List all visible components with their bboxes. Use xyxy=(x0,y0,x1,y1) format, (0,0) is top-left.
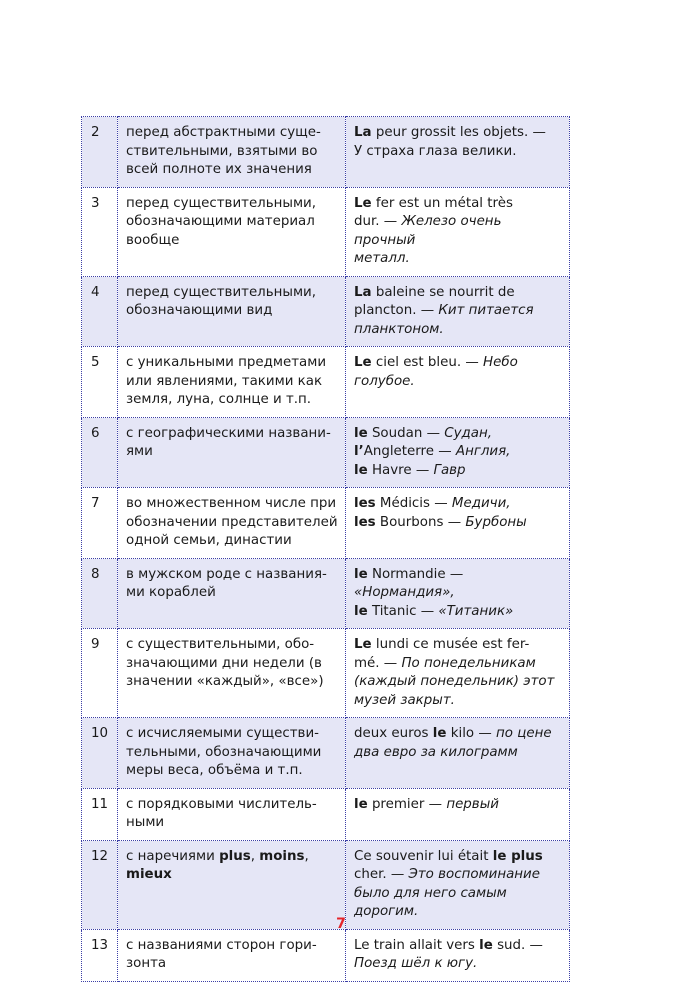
example-cell xyxy=(346,187,570,276)
plain-text: deux euros xyxy=(354,726,433,741)
text-line: с уникальными предметами xyxy=(126,355,327,370)
bold-text: le plus xyxy=(492,848,543,864)
plain-text: fer est un métal très xyxy=(375,195,513,211)
example-cell xyxy=(346,558,570,629)
text-line: с названиями сторон гори- xyxy=(126,937,317,953)
text-line xyxy=(354,250,563,269)
page-number: 7 xyxy=(336,916,346,932)
bold-text: l’ xyxy=(354,444,364,459)
bold-text: le xyxy=(354,425,368,441)
text-line xyxy=(354,124,563,143)
example-cell xyxy=(346,117,570,188)
italic-translation: два евро за килограмм xyxy=(354,744,518,760)
bold-text: le xyxy=(432,726,447,741)
text-line: с географическими названи- xyxy=(126,425,331,441)
text-line: зонта xyxy=(126,956,167,971)
example-cell xyxy=(346,629,570,718)
plain-text: dur. — xyxy=(354,214,402,229)
text-line xyxy=(354,302,563,321)
bold-text: mieux xyxy=(126,867,172,882)
italic-translation: по цене xyxy=(496,726,552,741)
text-line xyxy=(354,495,563,514)
plain-text: Soudan — xyxy=(371,425,445,441)
usage-cell xyxy=(118,718,346,789)
text-line: с порядковыми числитель- xyxy=(126,796,317,812)
text-line: меры веса, объёма и т.п. xyxy=(126,763,303,778)
text-line: ями xyxy=(126,444,153,459)
usage-cell xyxy=(118,929,346,981)
table-row xyxy=(82,347,570,418)
italic-translation: голубое. xyxy=(354,373,415,389)
row-number: 8 xyxy=(82,558,118,629)
text-line xyxy=(354,443,563,462)
usage-cell xyxy=(118,347,346,418)
bold-text: le xyxy=(479,937,493,953)
table-row xyxy=(82,276,570,347)
usage-cell xyxy=(118,629,346,718)
text-line xyxy=(354,692,563,711)
plain-text: ciel est bleu. — xyxy=(375,355,484,370)
plain-text: Havre — xyxy=(371,462,434,478)
row-number: 13 xyxy=(82,929,118,981)
usage-cell xyxy=(118,417,346,488)
usage-cell xyxy=(118,187,346,276)
text-line: перед существительными, xyxy=(126,284,317,300)
italic-translation: первый xyxy=(446,796,499,812)
text-line xyxy=(354,744,563,763)
text-line xyxy=(354,655,563,674)
text-line: перед абстрактными суще- xyxy=(126,125,321,140)
plain-text: У страха глаза велики. xyxy=(354,143,517,159)
text-line: обозначении представителей xyxy=(126,514,338,530)
table-row xyxy=(82,187,570,276)
row-number: 7 xyxy=(82,488,118,559)
example-cell xyxy=(346,276,570,347)
text-line: с существительными, обо- xyxy=(126,637,315,652)
table-row xyxy=(82,929,570,981)
plain-text: baleine se nourrit de xyxy=(375,284,515,300)
bold-text: les xyxy=(354,496,376,511)
bold-text: Le xyxy=(354,195,372,211)
row-number: 5 xyxy=(82,347,118,418)
text-line: или явлениями, такими как xyxy=(126,373,323,389)
text-line xyxy=(354,284,563,303)
text-line: обозначающими вид xyxy=(126,303,273,318)
plain-text: , xyxy=(304,848,309,864)
bold-text: le xyxy=(354,603,368,619)
plain-text: kilo — xyxy=(450,726,497,741)
row-number: 10 xyxy=(82,718,118,789)
italic-translation: планктоном. xyxy=(354,321,444,337)
table-row xyxy=(82,629,570,718)
plain-text: Médicis — xyxy=(379,496,452,511)
row-number: 11 xyxy=(82,788,118,840)
text-line xyxy=(354,796,563,815)
row-number: 12 xyxy=(82,840,118,929)
text-line: значении «каждый», «все») xyxy=(126,674,324,689)
text-line: одной семьи, династии xyxy=(126,533,292,548)
text-line: ствительными, взятыми во xyxy=(126,143,318,159)
text-line xyxy=(354,955,563,974)
table-row xyxy=(82,117,570,188)
text-line xyxy=(126,848,339,867)
bold-text: le xyxy=(354,462,368,478)
example-cell xyxy=(346,929,570,981)
text-line: перед существительными, xyxy=(126,195,317,211)
text-line: значающими дни недели (в xyxy=(126,655,322,671)
text-line xyxy=(354,937,563,956)
example-cell xyxy=(346,488,570,559)
italic-translation: «Титаник» xyxy=(438,603,514,619)
italic-translation: было для него самым дорогим. xyxy=(354,885,507,919)
plain-text: Le train allait vers xyxy=(354,937,480,953)
bold-text: La xyxy=(354,284,372,300)
row-number: 9 xyxy=(82,629,118,718)
plain-text: mé. — xyxy=(354,655,402,671)
table-row xyxy=(82,417,570,488)
plain-text: sud. — xyxy=(497,937,543,953)
bold-text: Le xyxy=(354,637,372,652)
table-row xyxy=(82,558,570,629)
bold-text: La xyxy=(354,125,372,140)
bold-text: le xyxy=(354,796,368,812)
bold-text: les xyxy=(354,514,376,530)
usage-cell xyxy=(118,788,346,840)
plain-text: premier — xyxy=(371,796,447,812)
bold-text: moins xyxy=(259,848,305,864)
italic-translation: Медичи, xyxy=(451,496,511,511)
italic-translation: Железо очень прочный xyxy=(354,214,502,248)
text-line: во множественном числе при xyxy=(126,496,337,511)
italic-translation: металл. xyxy=(354,251,410,266)
bold-text: le xyxy=(354,566,368,582)
text-line xyxy=(354,636,563,655)
text-line xyxy=(354,673,563,692)
italic-translation: Небо xyxy=(483,355,518,370)
plain-text: Titanic — xyxy=(371,603,439,619)
text-line: ными xyxy=(126,815,165,830)
italic-translation: «Нормандия», xyxy=(354,585,455,600)
example-cell xyxy=(346,347,570,418)
row-number: 3 xyxy=(82,187,118,276)
example-cell xyxy=(346,718,570,789)
text-line: вообще xyxy=(126,232,180,248)
plain-text: Angleterre — xyxy=(363,444,456,459)
text-line xyxy=(354,213,563,250)
usage-cell xyxy=(118,558,346,629)
italic-translation: Кит питается xyxy=(438,303,534,318)
bold-text: Le xyxy=(354,355,372,370)
text-line: всей полноте их значения xyxy=(126,162,312,177)
usage-cell xyxy=(118,276,346,347)
italic-translation: Англия, xyxy=(455,444,511,459)
italic-translation: Это воспоминание xyxy=(408,867,540,882)
text-line xyxy=(354,848,563,867)
text-line: в мужском роде с названия- xyxy=(126,566,327,582)
italic-translation: Гавр xyxy=(433,462,466,478)
text-line xyxy=(354,354,563,373)
italic-translation: Бурбоны xyxy=(465,514,527,530)
plain-text: plancton. — xyxy=(354,303,439,318)
usage-cell xyxy=(118,488,346,559)
plain-text: cher. — xyxy=(354,867,409,882)
text-line: обозначающими материал xyxy=(126,214,315,229)
text-line xyxy=(354,566,563,603)
plain-text: с наречиями xyxy=(126,848,220,864)
italic-translation: (каждый понедельник) этот xyxy=(354,674,555,689)
text-line xyxy=(354,195,563,214)
italic-translation: Поезд шёл к югу. xyxy=(354,956,478,971)
text-line xyxy=(354,866,563,885)
plain-text: Ce souvenir lui était xyxy=(354,848,493,864)
text-line xyxy=(354,373,563,392)
text-line xyxy=(354,143,563,162)
plain-text: , xyxy=(250,848,260,864)
row-number: 6 xyxy=(82,417,118,488)
text-line: тельными, обозначающими xyxy=(126,744,322,760)
text-line: ми кораблей xyxy=(126,585,216,600)
text-line xyxy=(354,725,563,744)
text-line: земля, луна, солнце и т.п. xyxy=(126,392,312,407)
text-line xyxy=(354,425,563,444)
bold-text: plus xyxy=(219,848,251,864)
text-line xyxy=(354,514,563,533)
italic-translation: Судан, xyxy=(444,425,492,441)
example-cell xyxy=(346,417,570,488)
italic-translation: По понедельникам xyxy=(401,655,536,671)
text-line xyxy=(126,866,339,885)
example-cell xyxy=(346,788,570,840)
plain-text: peur grossit les objets. — xyxy=(375,125,546,140)
text-line xyxy=(354,603,563,622)
article-usage-table xyxy=(81,116,570,982)
plain-text: lundi ce musée est fer- xyxy=(375,637,530,652)
table-row xyxy=(82,718,570,789)
table-row xyxy=(82,488,570,559)
row-number: 4 xyxy=(82,276,118,347)
usage-cell xyxy=(118,117,346,188)
row-number: 2 xyxy=(82,117,118,188)
italic-translation: музей закрыт. xyxy=(354,692,455,708)
table-row xyxy=(82,788,570,840)
text-line: с исчисляемыми существи- xyxy=(126,726,319,741)
plain-text: Normandie — xyxy=(371,566,464,582)
text-line xyxy=(354,321,563,340)
text-line xyxy=(354,462,563,481)
plain-text: Bourbons — xyxy=(379,514,466,530)
